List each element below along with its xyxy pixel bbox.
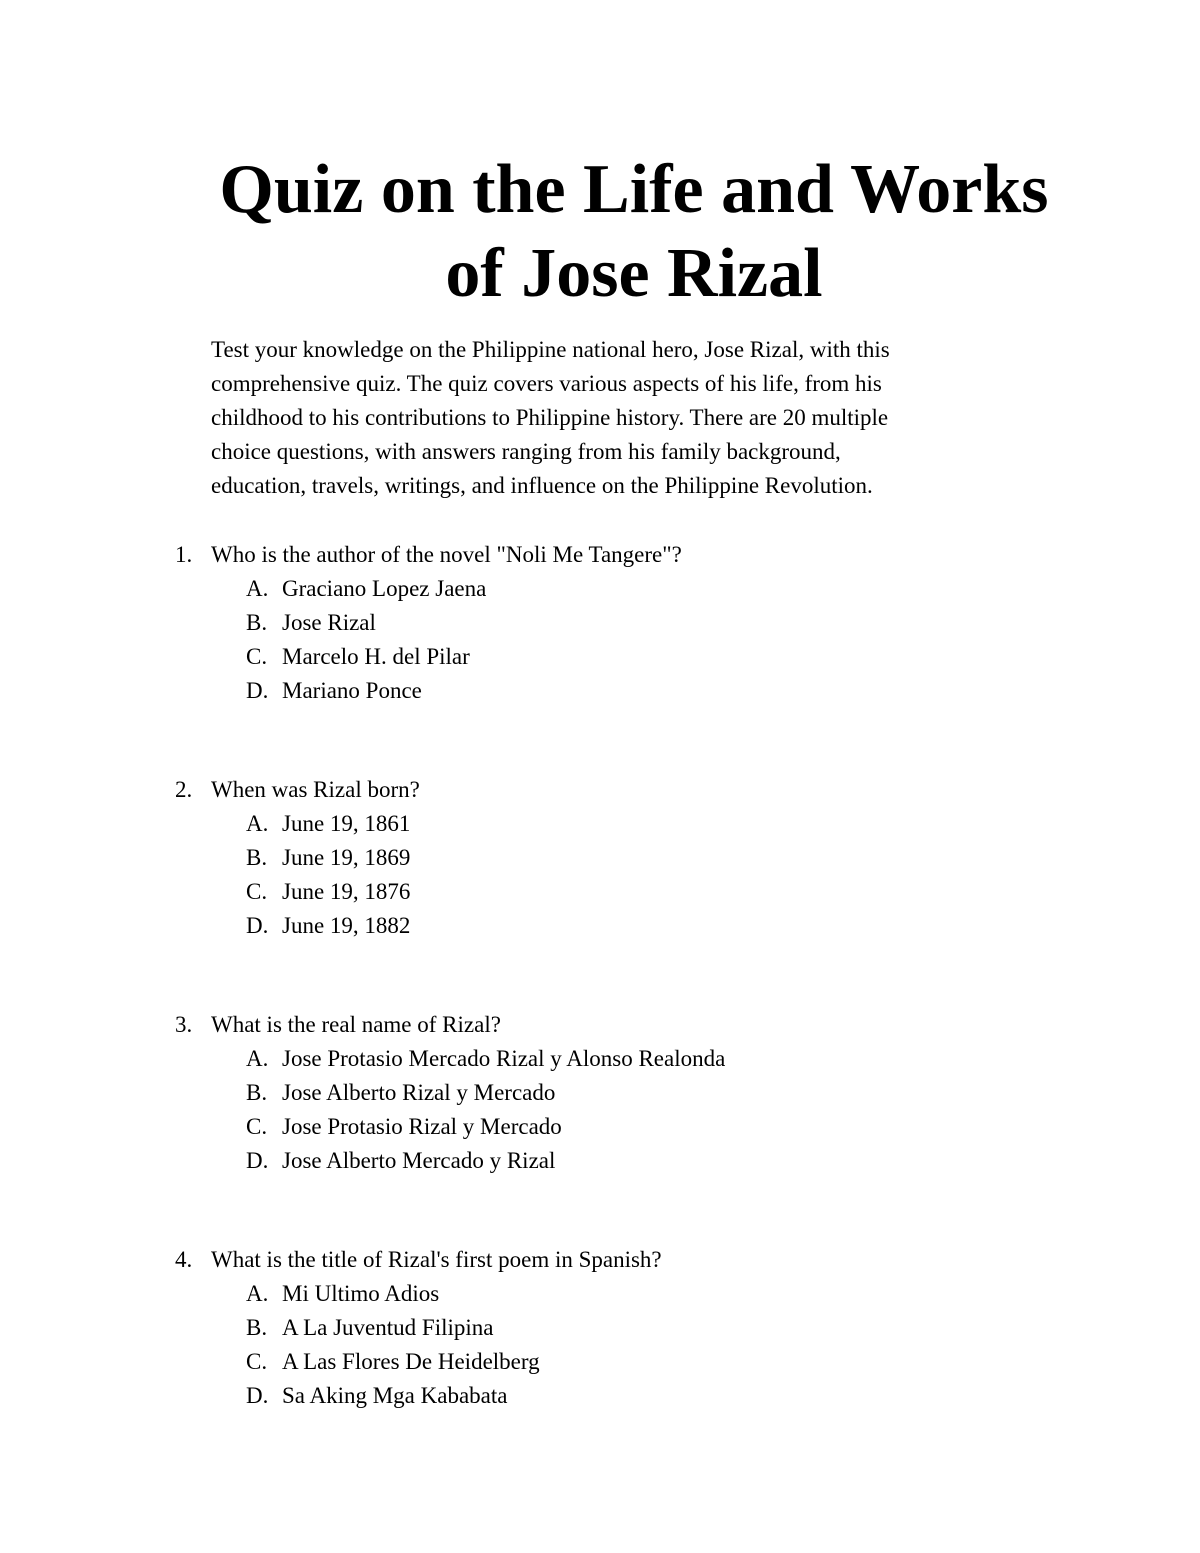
option-text: Marcelo H. del Pilar — [282, 644, 470, 669]
option-text: Jose Protasio Rizal y Mercado — [282, 1114, 562, 1139]
option-text: June 19, 1861 — [282, 811, 411, 836]
question-number: 2. — [175, 777, 193, 802]
option-letter: B. — [246, 1080, 268, 1105]
option-letter: B. — [246, 1315, 268, 1340]
option-letter: C. — [246, 879, 268, 904]
intro-line: Test your knowledge on the Philippine national hero, Jose Rizal, with this — [211, 337, 890, 362]
page-title — [0, 148, 1200, 316]
option-text: Sa Aking Mga Kababata — [282, 1383, 508, 1408]
option-text: June 19, 1882 — [282, 913, 411, 938]
title-line-1: Quiz on the Life and Works — [219, 151, 1049, 228]
option-letter: A. — [246, 1281, 269, 1306]
option-letter: D. — [246, 678, 269, 703]
title-line-2: of Jose Rizal — [445, 235, 823, 312]
intro-line: comprehensive quiz. The quiz covers various aspects of his life, from his — [211, 371, 882, 396]
question-number: 1. — [175, 542, 193, 567]
option-text: A La Juventud Filipina — [282, 1315, 494, 1340]
option-text: Mi Ultimo Adios — [282, 1281, 440, 1306]
intro-line: education, travels, writings, and influence on the Philippine Revolution. — [211, 473, 873, 498]
option-text: Jose Alberto Rizal y Mercado — [282, 1080, 556, 1105]
option-text: Mariano Ponce — [282, 678, 422, 703]
question-number: 4. — [175, 1247, 193, 1272]
question-text: When was Rizal born? — [211, 777, 420, 802]
option-letter: D. — [246, 1148, 269, 1173]
option-text: June 19, 1869 — [282, 845, 411, 870]
option-text: Jose Protasio Mercado Rizal y Alonso Realonda — [282, 1046, 726, 1071]
option-letter: C. — [246, 644, 268, 669]
option-letter: A. — [246, 811, 269, 836]
question-text: What is the real name of Rizal? — [211, 1012, 501, 1037]
option-letter: B. — [246, 610, 268, 635]
option-letter: C. — [246, 1114, 268, 1139]
intro-paragraph — [211, 333, 890, 503]
option-letter: D. — [246, 913, 269, 938]
option-text: Graciano Lopez Jaena — [282, 576, 487, 601]
option-letter: A. — [246, 1046, 269, 1071]
option-letter: B. — [246, 845, 268, 870]
option-text: Jose Alberto Mercado y Rizal — [282, 1148, 556, 1173]
option-text: Jose Rizal — [282, 610, 376, 635]
intro-line: childhood to his contributions to Philippine history. There are 20 multiple — [211, 405, 889, 430]
question-text: What is the title of Rizal's first poem in Spanish? — [211, 1247, 662, 1272]
option-letter: A. — [246, 576, 269, 601]
option-letter: D. — [246, 1383, 269, 1408]
option-letter: C. — [246, 1349, 268, 1374]
intro-line: choice questions, with answers ranging from his family background, — [211, 439, 841, 464]
option-text: A Las Flores De Heidelberg — [282, 1349, 540, 1374]
question-text: Who is the author of the novel "Noli Me Tangere"? — [211, 542, 682, 567]
question-number: 3. — [175, 1012, 193, 1037]
option-text: June 19, 1876 — [282, 879, 411, 904]
